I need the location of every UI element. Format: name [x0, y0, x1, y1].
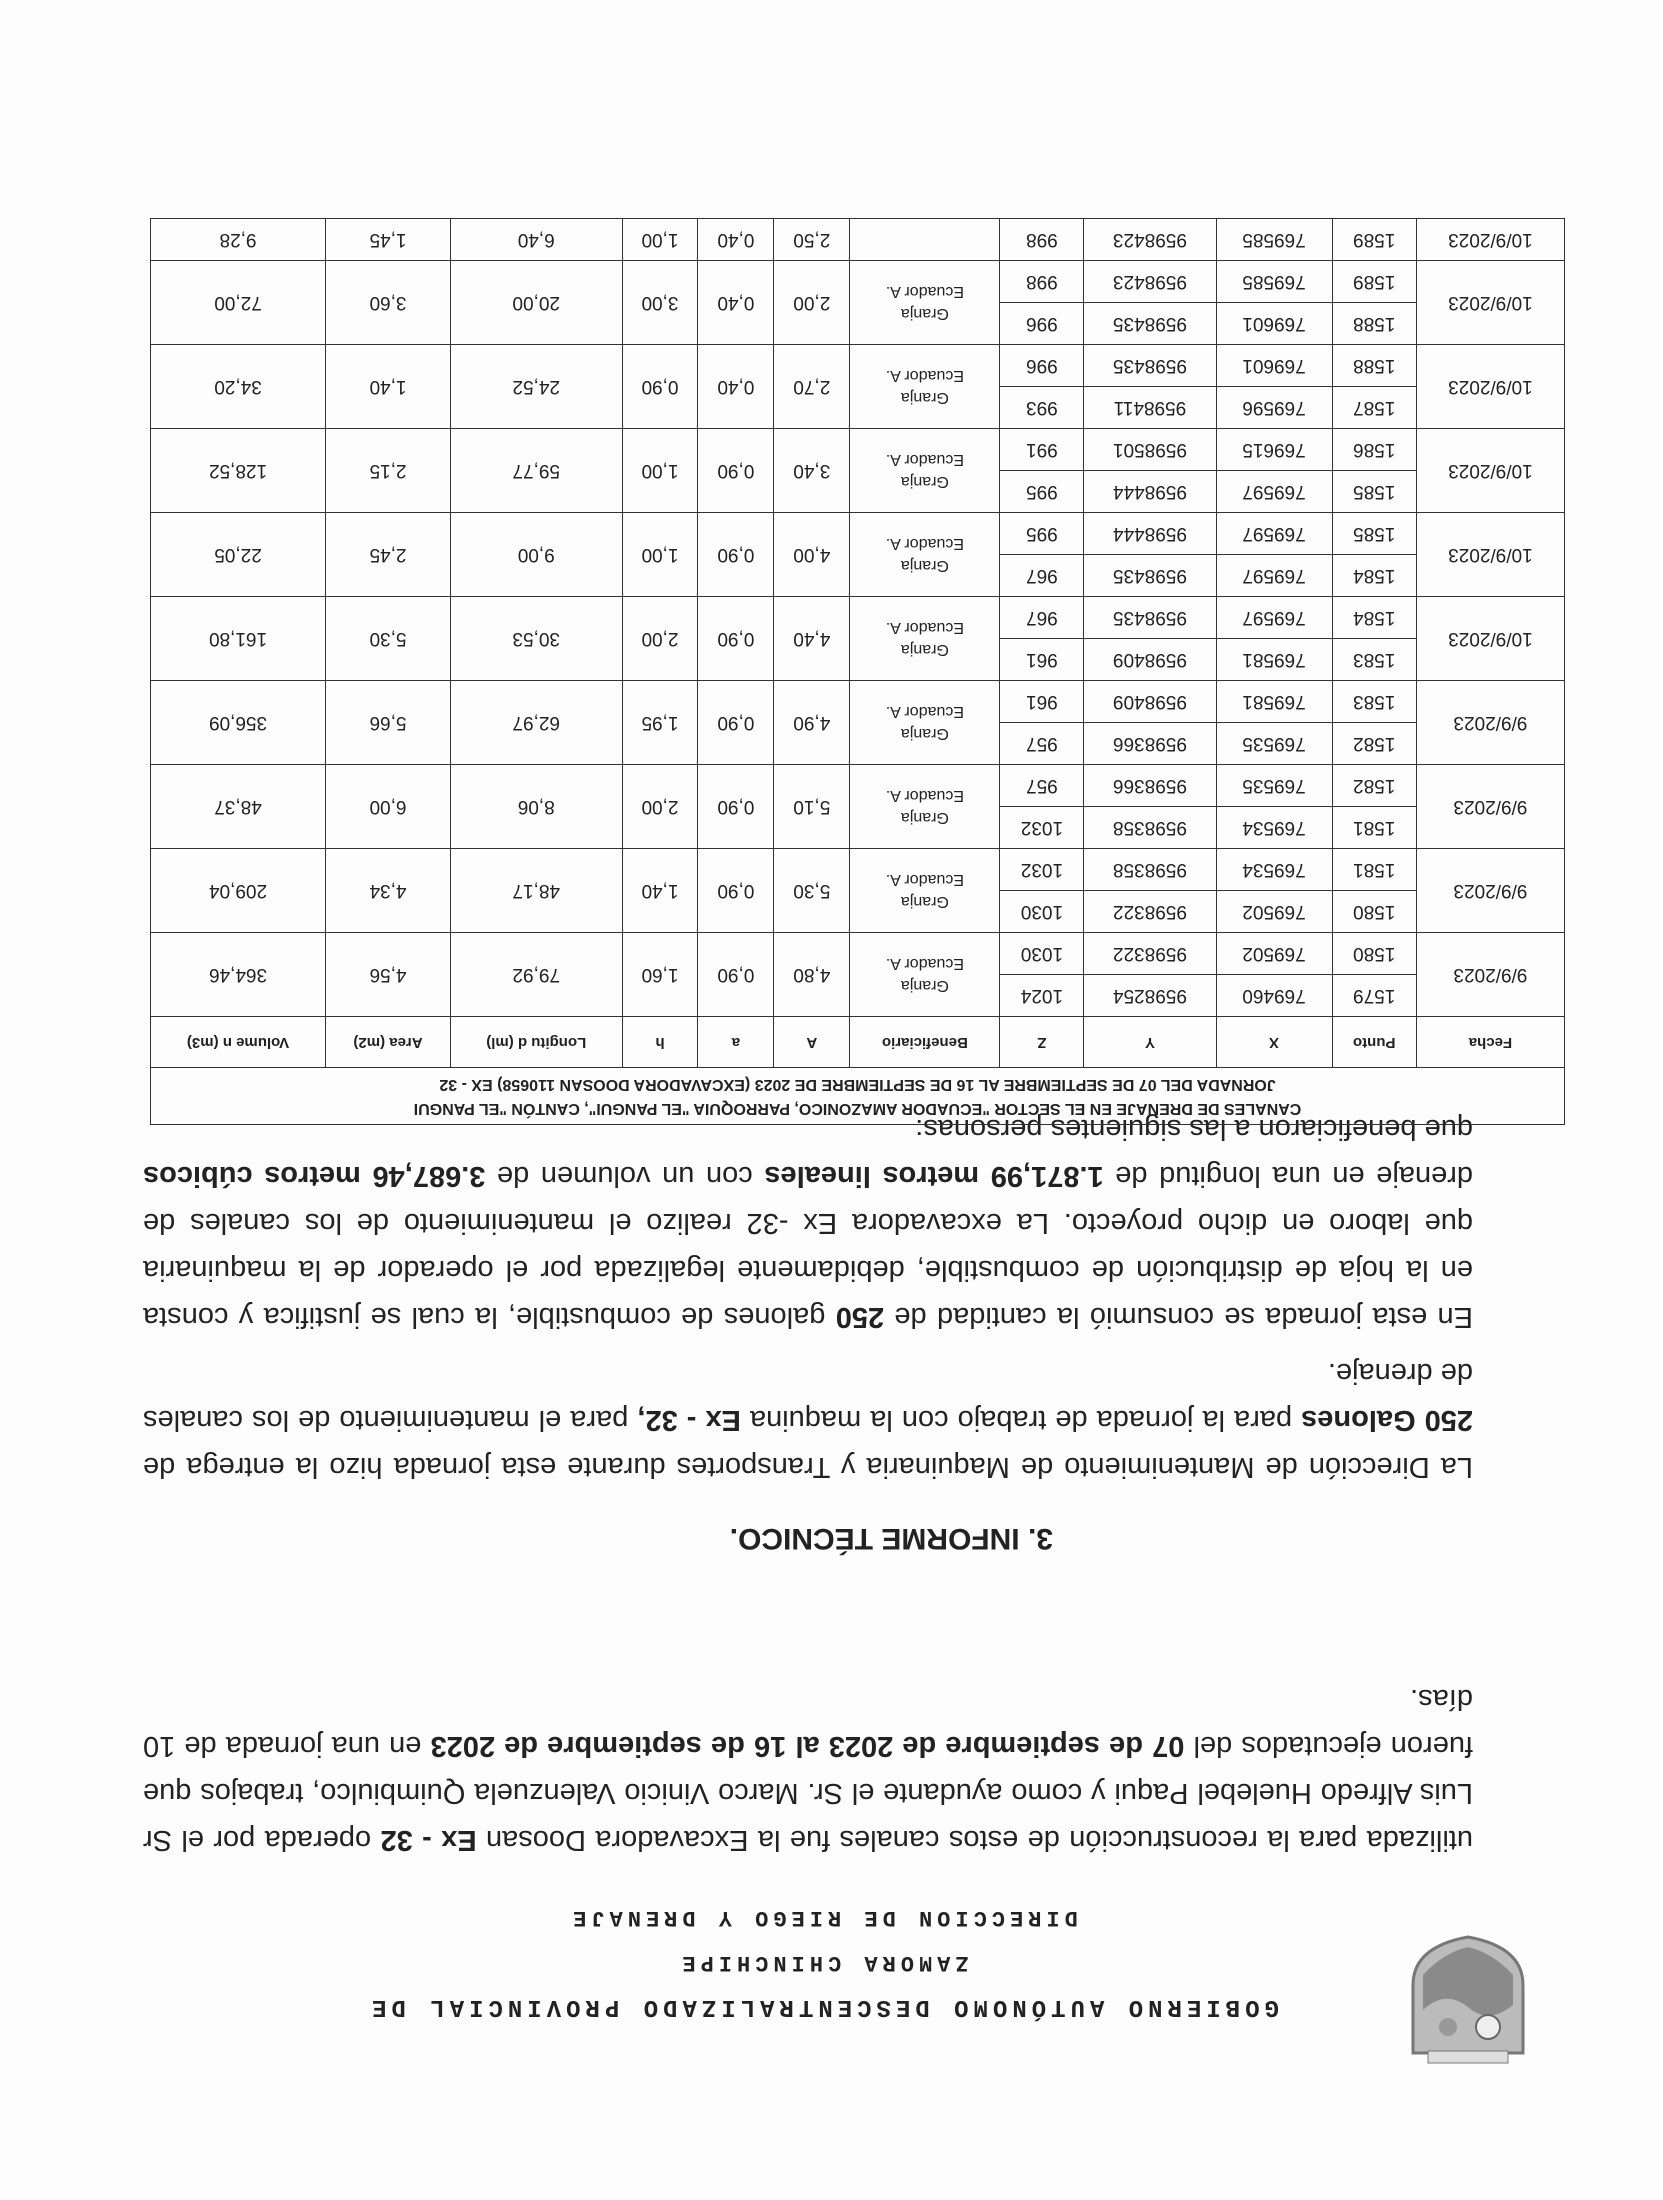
- cell-punto: 1583: [1332, 681, 1416, 723]
- cell-punto: 1581: [1332, 849, 1416, 891]
- cell-volumen: 72,00: [151, 261, 326, 345]
- cell-punto: 1588: [1332, 345, 1416, 387]
- column-header: Beneficiario: [850, 1017, 1000, 1068]
- table-row: [151, 975, 1565, 1017]
- header-line-1: GOBIERNO AUTÓNOMO DESCENTRALIZADO PROVINCIAL DE: [367, 1993, 1279, 2020]
- text-bold: 1.871,99 metros lineales: [764, 1160, 1104, 1192]
- cell-punto: 1581: [1332, 807, 1416, 849]
- cell-y: 9598423: [1084, 219, 1216, 261]
- table-row: [151, 471, 1565, 513]
- cell-longitud: 48,17: [450, 849, 622, 933]
- cell-volumen: 364,46: [151, 933, 326, 1017]
- cell-punto: 1582: [1332, 765, 1416, 807]
- cell-beneficiario: [850, 261, 1000, 345]
- beneficiary-line-1: Granja: [900, 725, 949, 743]
- cell-y: 9598366: [1084, 765, 1216, 807]
- column-header: A: [774, 1017, 850, 1068]
- text-span: en una jornada de 10 días.: [142, 1683, 1473, 1762]
- cell-z: 993: [1000, 387, 1084, 429]
- cell-beneficiario: [850, 429, 1000, 513]
- cell-h: 3,00: [622, 261, 698, 345]
- cell-x: 769460: [1216, 975, 1332, 1017]
- cell-z: 996: [1000, 345, 1084, 387]
- cell-longitud: 9,00: [450, 513, 622, 597]
- column-header: Fecha: [1416, 1017, 1564, 1068]
- text-span: que beneficiaron a las siguientes personas:: [915, 1113, 1473, 1145]
- column-header: Longitu d (ml): [450, 1017, 622, 1068]
- cell-A: 4,90: [774, 681, 850, 765]
- cell-x: 769534: [1216, 849, 1332, 891]
- cell-area: 3,60: [326, 261, 451, 345]
- cell-area: 2,15: [326, 429, 451, 513]
- cell-z: 961: [1000, 681, 1084, 723]
- cell-fecha: 9/9/2023: [1416, 765, 1564, 849]
- cell-beneficiario: [850, 765, 1000, 849]
- text-span: galones de combustible, la cual se justifica y consta en la hoja de distribución de combustible, debidamente legalizada por el operador de la maquinaria que laboro en dicho proyecto. La excavadora Ex -32 realizo el mantenimiento de los canales de drenaje en una longitud de: [143, 1160, 1473, 1333]
- beneficiary-line-2: Ecuador A.: [885, 703, 965, 721]
- cell-z: 1024: [1000, 975, 1084, 1017]
- cell-a: 0,90: [698, 765, 774, 849]
- cell-a: 0,90: [698, 513, 774, 597]
- cell-y: 9598435: [1084, 345, 1216, 387]
- cell-area: 1,45: [326, 219, 451, 261]
- cell-x: 769615: [1216, 429, 1332, 471]
- table-row: [151, 891, 1565, 933]
- beneficiary-line-2: Ecuador A.: [885, 871, 965, 889]
- cell-beneficiario: [850, 933, 1000, 1017]
- cell-fecha: 10/9/2023: [1416, 261, 1564, 345]
- cell-x: 769535: [1216, 765, 1332, 807]
- beneficiary-line-2: Ecuador A.: [885, 787, 965, 805]
- cell-z: 995: [1000, 471, 1084, 513]
- cell-x: 769601: [1216, 345, 1332, 387]
- table-title: [151, 1068, 1565, 1125]
- cell-z: 957: [1000, 765, 1084, 807]
- text-span: con un volumen de: [485, 1160, 765, 1192]
- text-span: para la jornada de trabajo con la maquina: [740, 1404, 1302, 1436]
- cell-y: 9598444: [1084, 513, 1216, 555]
- cell-y: 9598444: [1084, 471, 1216, 513]
- cell-volumen: 128,52: [151, 429, 326, 513]
- table-row: [151, 723, 1565, 765]
- cell-z: 957: [1000, 723, 1084, 765]
- table-row: [151, 807, 1565, 849]
- cell-y: 9598254: [1084, 975, 1216, 1017]
- beneficiary-line-1: Granja: [900, 473, 949, 491]
- beneficiary-line-1: Granja: [900, 389, 949, 407]
- cell-volumen: 22,05: [151, 513, 326, 597]
- table-title-line-2: JORNADA DEL 07 DE SEPTIEMBRE AL 16 DE SEPTIEMBRE DE 2023 (EXCAVADORA DOOSAN 110658) EX - 32: [439, 1076, 1276, 1093]
- letterhead: [113, 1895, 1533, 2065]
- cell-punto: 1580: [1332, 933, 1416, 975]
- cell-y: 9598358: [1084, 849, 1216, 891]
- cell-z: 967: [1000, 597, 1084, 639]
- cell-h: 1,95: [622, 681, 698, 765]
- cell-h: 0,90: [622, 345, 698, 429]
- table-row: [151, 555, 1565, 597]
- table-header-row: [151, 1017, 1565, 1068]
- cell-area: 5,30: [326, 597, 451, 681]
- table-row: [151, 639, 1565, 681]
- cell-longitud: 79,92: [450, 933, 622, 1017]
- cell-y: 9598423: [1084, 261, 1216, 303]
- column-header: Y: [1084, 1017, 1216, 1068]
- column-header: Punto: [1332, 1017, 1416, 1068]
- cell-A: 5,10: [774, 765, 850, 849]
- cell-a: 0,90: [698, 933, 774, 1017]
- cell-beneficiario: [850, 345, 1000, 429]
- beneficiary-line-2: Ecuador A.: [885, 451, 965, 469]
- cell-fecha: 10/9/2023: [1416, 345, 1564, 429]
- cell-z: 1032: [1000, 807, 1084, 849]
- cell-fecha: 9/9/2023: [1416, 849, 1564, 933]
- cell-longitud: 30,53: [450, 597, 622, 681]
- cell-x: 769581: [1216, 639, 1332, 681]
- cell-punto: 1580: [1332, 891, 1416, 933]
- table-title-line-1: CANALES DE DRENAJE EN EL SECTOR "ECUADOR AMAZONICO, PARROQUIA "EL PANGUI", CANTÓN "EL PANGUI: [413, 1100, 1302, 1117]
- cell-z: 998: [1000, 261, 1084, 303]
- cell-y: 9598409: [1084, 681, 1216, 723]
- cell-a: 0,90: [698, 849, 774, 933]
- cell-longitud: 62,97: [450, 681, 622, 765]
- cell-punto: 1589: [1332, 219, 1416, 261]
- cell-z: 961: [1000, 639, 1084, 681]
- cell-h: 1,60: [622, 933, 698, 1017]
- cell-fecha: 10/9/2023: [1416, 513, 1564, 597]
- cell-A: 4,80: [774, 933, 850, 1017]
- cell-y: 9598322: [1084, 933, 1216, 975]
- cell-x: 769597: [1216, 597, 1332, 639]
- text-bold: 3.687,46 metros cúbicos: [143, 1160, 486, 1192]
- cell-A: 4,40: [774, 597, 850, 681]
- text-bold: Ex - 32,: [637, 1404, 741, 1436]
- cell-a: 0,40: [698, 345, 774, 429]
- text-bold: Ex - 32: [380, 1824, 477, 1856]
- section-title: 3. INFORME TÉCNICO.: [729, 1522, 1053, 1555]
- cell-y: 9598409: [1084, 639, 1216, 681]
- cell-y: 9598435: [1084, 555, 1216, 597]
- cell-x: 769585: [1216, 261, 1332, 303]
- cell-x: 769596: [1216, 387, 1332, 429]
- cell-h: 2,00: [622, 597, 698, 681]
- cell-volumen: 9,28: [151, 219, 326, 261]
- cell-fecha: 9/9/2023: [1416, 933, 1564, 1017]
- cell-area: 2,45: [326, 513, 451, 597]
- cell-z: 998: [1000, 219, 1084, 261]
- cell-punto: 1588: [1332, 303, 1416, 345]
- cell-y: 9598435: [1084, 597, 1216, 639]
- column-header: Volume n (m3): [151, 1017, 326, 1068]
- cell-fecha: 10/9/2023: [1416, 429, 1564, 513]
- cell-fecha: 10/9/2023: [1416, 597, 1564, 681]
- cell-beneficiario: [850, 219, 1000, 261]
- beneficiary-line-1: Granja: [900, 305, 949, 323]
- cell-y: 9598322: [1084, 891, 1216, 933]
- cell-x: 769597: [1216, 513, 1332, 555]
- header-line-3: DIRECCION DE RIEGO Y DRENAJE: [568, 1905, 1078, 1930]
- beneficiary-line-1: Granja: [900, 557, 949, 575]
- beneficiary-line-2: Ecuador A.: [885, 283, 965, 301]
- column-header: h: [622, 1017, 698, 1068]
- cell-fecha: 9/9/2023: [1416, 681, 1564, 765]
- text-span: En esta jornada se consumió la cantidad de: [884, 1301, 1473, 1333]
- cell-punto: 1584: [1332, 597, 1416, 639]
- cell-longitud: 6,40: [450, 219, 622, 261]
- paragraph-operators: [143, 1675, 1473, 1863]
- table-body: [151, 219, 1565, 1017]
- cell-longitud: 59,77: [450, 429, 622, 513]
- cell-volumen: 161,80: [151, 597, 326, 681]
- paragraph-fuel-consumption: [143, 1105, 1473, 1340]
- cell-punto: 1583: [1332, 639, 1416, 681]
- beneficiary-line-2: Ecuador A.: [885, 955, 965, 973]
- drainage-table: [150, 218, 1565, 1125]
- beneficiary-line-1: Granja: [900, 641, 949, 659]
- cell-longitud: 20,00: [450, 261, 622, 345]
- cell-h: 1,00: [622, 513, 698, 597]
- cell-a: 0,90: [698, 429, 774, 513]
- cell-h: 1,40: [622, 849, 698, 933]
- cell-x: 769535: [1216, 723, 1332, 765]
- column-header: Area (m2): [326, 1017, 451, 1068]
- cell-longitud: 8,06: [450, 765, 622, 849]
- cell-x: 769581: [1216, 681, 1332, 723]
- text-span: operada por el Sr Luis Alfredo Huelebel Paqui y como ayudante el Sr. Marco Vinicio Valenzuela Quimbiulco, trabajos que fueron ejecutados del: [143, 1730, 1473, 1856]
- text-bold: 250: [835, 1301, 885, 1333]
- cell-y: 9598358: [1084, 807, 1216, 849]
- cell-volumen: 209,04: [151, 849, 326, 933]
- cell-punto: 1582: [1332, 723, 1416, 765]
- cell-A: 2,50: [774, 219, 850, 261]
- cell-z: 991: [1000, 429, 1084, 471]
- cell-x: 769534: [1216, 807, 1332, 849]
- cell-A: 3,40: [774, 429, 850, 513]
- cell-z: 1030: [1000, 891, 1084, 933]
- cell-punto: 1579: [1332, 975, 1416, 1017]
- cell-punto: 1589: [1332, 261, 1416, 303]
- cell-A: 2,70: [774, 345, 850, 429]
- cell-h: 1,00: [622, 429, 698, 513]
- cell-a: 0,40: [698, 261, 774, 345]
- cell-a: 0,90: [698, 597, 774, 681]
- cell-area: 1,40: [326, 345, 451, 429]
- cell-beneficiario: [850, 597, 1000, 681]
- cell-z: 1032: [1000, 849, 1084, 891]
- text-span: utilizada para la reconstrucción de estos canales fue la Excavadora Doosan: [476, 1824, 1473, 1856]
- cell-x: 769502: [1216, 933, 1332, 975]
- beneficiary-line-1: Granja: [900, 809, 949, 827]
- cell-area: 5,66: [326, 681, 451, 765]
- cell-y: 9598501: [1084, 429, 1216, 471]
- beneficiary-line-2: Ecuador A.: [885, 367, 965, 385]
- cell-x: 769585: [1216, 219, 1332, 261]
- cell-beneficiario: [850, 849, 1000, 933]
- column-header: X: [1216, 1017, 1332, 1068]
- beneficiary-line-1: Granja: [900, 893, 949, 911]
- cell-a: 0,40: [698, 219, 774, 261]
- cell-x: 769597: [1216, 471, 1332, 513]
- cell-x: 769601: [1216, 303, 1332, 345]
- text-span: La Dirección de Mantenimiento de Maquinaria y Transportes durante esta jornada hizo la entrega de: [143, 1451, 1473, 1483]
- cell-area: 4,34: [326, 849, 451, 933]
- cell-volumen: 34,20: [151, 345, 326, 429]
- cell-z: 995: [1000, 513, 1084, 555]
- text-bold: 250 Galones: [1301, 1404, 1473, 1436]
- cell-A: 5,30: [774, 849, 850, 933]
- cell-x: 769597: [1216, 555, 1332, 597]
- cell-area: 4,56: [326, 933, 451, 1017]
- cell-volumen: 356,09: [151, 681, 326, 765]
- cell-longitud: 24,52: [450, 345, 622, 429]
- cell-z: 967: [1000, 555, 1084, 597]
- cell-punto: 1587: [1332, 387, 1416, 429]
- cell-area: 6,00: [326, 765, 451, 849]
- column-header: Z: [1000, 1017, 1084, 1068]
- paragraph-fuel-delivery: [143, 1349, 1473, 1490]
- text-span: para el mantenimiento de los canales de drenaje.: [143, 1357, 1473, 1436]
- cell-y: 9598435: [1084, 303, 1216, 345]
- cell-A: 2,00: [774, 261, 850, 345]
- cell-A: 4,00: [774, 513, 850, 597]
- cell-punto: 1584: [1332, 555, 1416, 597]
- cell-y: 9598366: [1084, 723, 1216, 765]
- beneficiary-line-2: Ecuador A.: [885, 535, 965, 553]
- beneficiary-line-2: Ecuador A.: [885, 619, 965, 637]
- text-bold: 07 de septiembre de 2023 al 16 de septiembre de 2023: [430, 1730, 1185, 1762]
- cell-punto: 1585: [1332, 513, 1416, 555]
- cell-beneficiario: [850, 513, 1000, 597]
- table-row: [151, 303, 1565, 345]
- header-line-2: ZAMORA CHINCHIPE: [677, 1950, 969, 1975]
- cell-z: 1030: [1000, 933, 1084, 975]
- cell-x: 769502: [1216, 891, 1332, 933]
- cell-a: 0,90: [698, 681, 774, 765]
- beneficiary-line-1: Granja: [900, 977, 949, 995]
- cell-beneficiario: [850, 681, 1000, 765]
- cell-z: 996: [1000, 303, 1084, 345]
- table-row: [151, 387, 1565, 429]
- cell-h: 2,00: [622, 765, 698, 849]
- cell-punto: 1586: [1332, 429, 1416, 471]
- cell-y: 9598411: [1084, 387, 1216, 429]
- cell-h: 1,00: [622, 219, 698, 261]
- table-row: [151, 219, 1565, 261]
- column-header: a: [698, 1017, 774, 1068]
- cell-fecha: 10/9/2023: [1416, 219, 1564, 261]
- cell-punto: 1585: [1332, 471, 1416, 513]
- cell-volumen: 48,37: [151, 765, 326, 849]
